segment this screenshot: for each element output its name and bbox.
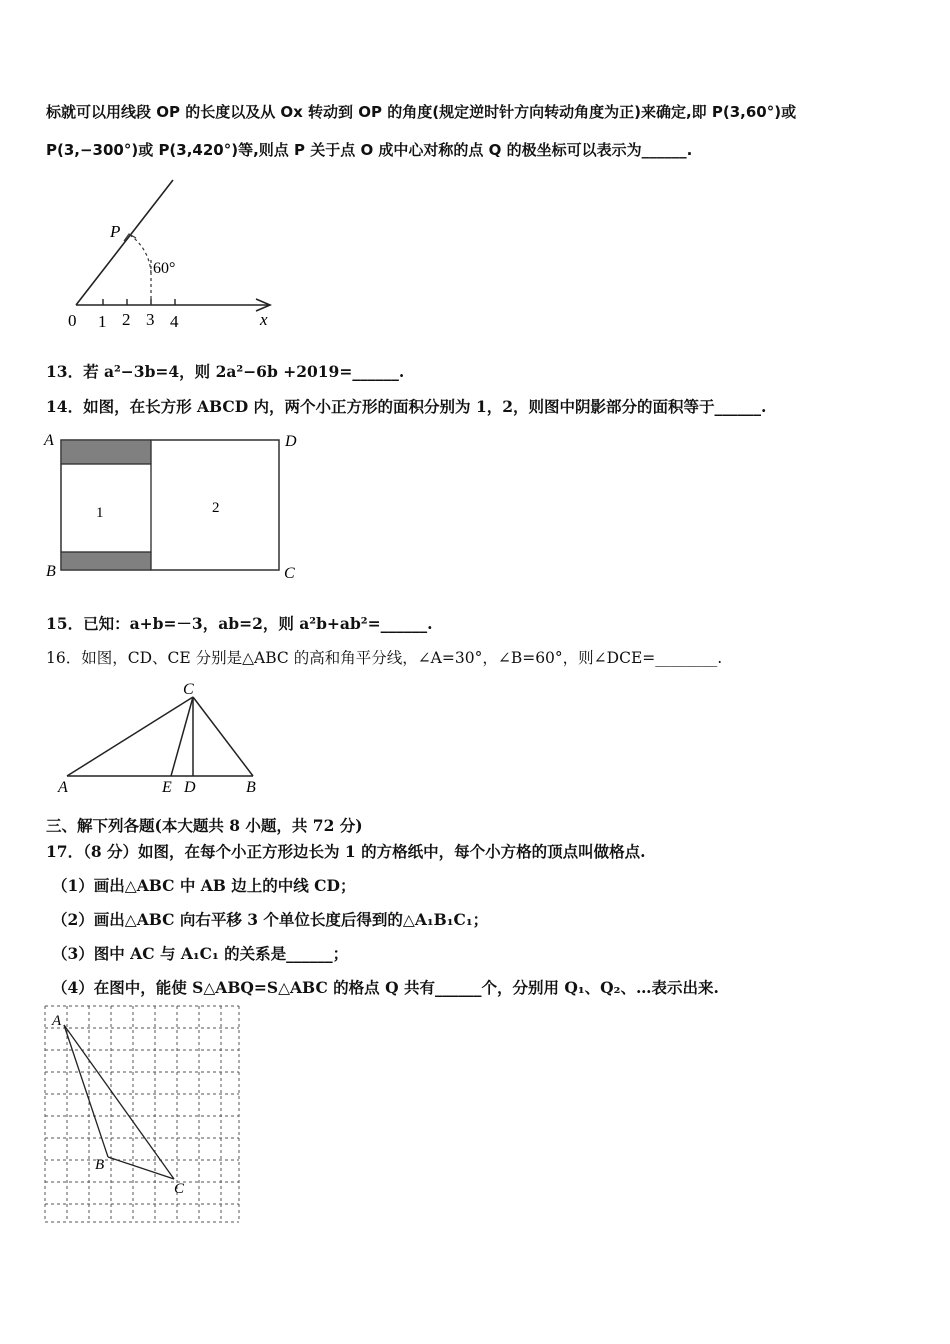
- question-17-part-3: （3）图中 AC 与 A₁C₁ 的关系是______；: [52, 944, 349, 963]
- vertex-a-label: A: [52, 1013, 62, 1029]
- shaded-top: [61, 440, 151, 464]
- x-axis-label: x: [260, 310, 268, 329]
- vertex-b-label: B: [246, 779, 256, 796]
- section-3-heading: 三、解下列各题(本大题共 8 小题，共 72 分): [46, 816, 363, 835]
- triangle-figure: [50, 680, 280, 800]
- vertex-b-label: B: [46, 563, 56, 580]
- origin-label: 0: [68, 311, 77, 330]
- vertex-c-label: C: [174, 1181, 185, 1197]
- question-17-part-4: （4）在图中，能使 S△ABQ=S△ABC 的格点 Q 共有______个，分别用 Q₁、Q₂、…表示出来.: [52, 978, 719, 997]
- vertex-a-label: A: [44, 432, 54, 449]
- tick-label-2: 2: [122, 310, 131, 329]
- side-ac: [64, 1025, 174, 1179]
- side-bc: [193, 697, 253, 776]
- square-2-label: 2: [212, 500, 220, 516]
- vertex-c-label: C: [284, 565, 295, 582]
- question-13: 13．若 a²−3b=4，则 2a²−6b +2019=______.: [46, 362, 405, 381]
- question-16: 16．如图，CD、CE 分别是△ABC 的高和角平分线，∠A=30°，∠B=60°，则∠DCE=________.: [46, 649, 723, 667]
- vertex-a-label: A: [58, 779, 68, 796]
- question-14: 14．如图，在长方形 ABCD 内，两个小正方形的面积分别为 1，2，则图中阴影部分的面积等于______.: [46, 397, 767, 416]
- point-p-label: P: [110, 222, 121, 241]
- shaded-bottom: [61, 552, 151, 570]
- angle-arc: [130, 235, 151, 273]
- square-1-label: 1: [96, 505, 104, 521]
- angle-label: 60°: [153, 260, 176, 277]
- tick-label-3: 3: [146, 310, 155, 329]
- polar-figure: [60, 175, 290, 335]
- tick-label-4: 4: [170, 312, 179, 331]
- square-1: [61, 464, 151, 552]
- grid-figure: [44, 1005, 240, 1223]
- ray-op: [76, 180, 176, 305]
- intro-line-2: P(3,−300°)或 P(3,420°)等,则点 P 关于点 O 成中心对称的点 Q 的极坐标可以表示为______.: [46, 141, 693, 159]
- question-15: 15．已知：a+b=－3，ab=2，则 a²b+ab²=______.: [46, 614, 433, 633]
- question-17-part-2: （2）画出△ABC 向右平移 3 个单位长度后得到的△A₁B₁C₁；: [52, 910, 489, 929]
- vertex-b-label: B: [95, 1157, 105, 1173]
- rectangle-figure: [40, 428, 310, 588]
- side-ab: [64, 1025, 108, 1157]
- vertex-c-label: C: [183, 681, 194, 698]
- point-e-label: E: [162, 779, 172, 796]
- question-17-stem: 17．（8 分）如图，在每个小正方形边长为 1 的方格纸中，每个小方格的顶点叫做格点.: [46, 842, 646, 861]
- vertex-d-label: D: [285, 433, 297, 450]
- question-17-part-1: （1）画出△ABC 中 AB 边上的中线 CD；: [52, 876, 356, 895]
- tick-label-1: 1: [98, 312, 107, 331]
- intro-line-1: 标就可以用线段 OP 的长度以及从 Ox 转动到 OP 的角度(规定逆时针方向转动角度为正)来确定,即 P(3,60°)或: [46, 103, 797, 121]
- point-d-label: D: [184, 779, 196, 796]
